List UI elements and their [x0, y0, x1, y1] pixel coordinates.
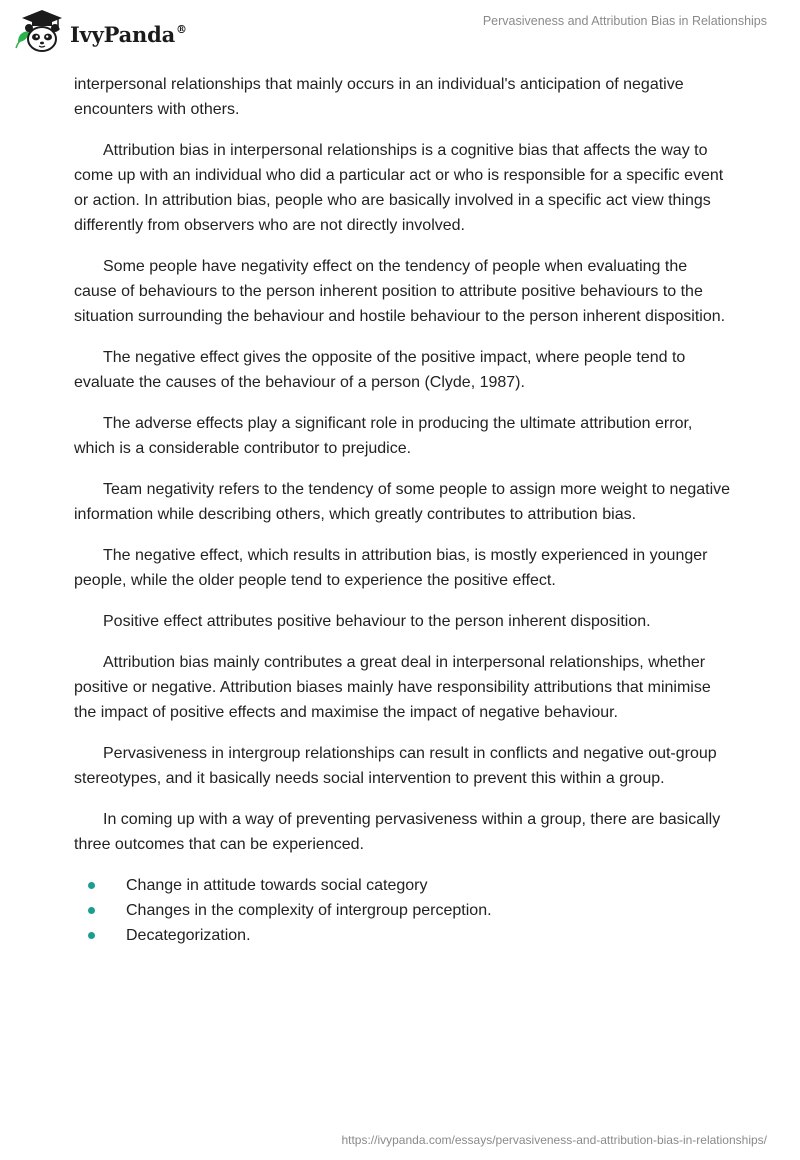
list-item-text: Changes in the complexity of intergroup perception.	[126, 902, 492, 919]
list-item-text: Decategorization.	[126, 927, 251, 944]
page-header	[0, 0, 800, 64]
paragraph: Pervasiveness in intergroup relationships can result in conflicts and negative out-group stereotypes, and it basically needs social intervention to prevent this within a group.	[74, 745, 717, 787]
essay-body	[74, 72, 734, 948]
list-item	[74, 873, 734, 898]
paragraph: Positive effect attributes positive behaviour to the person inherent disposition.	[103, 613, 651, 630]
ivypanda-logo[interactable]	[14, 8, 187, 54]
panda-graduate-icon	[14, 8, 66, 54]
paragraph: The negative effect gives the opposite of the positive impact, where people tend to evaluate the causes of the behaviour of a person (Clyde, 1987).	[74, 349, 686, 391]
bullet-dot-icon	[88, 932, 95, 939]
bullet-dot-icon	[88, 907, 95, 914]
document-title: Pervasiveness and Attribution Bias in Relationships	[482, 14, 767, 28]
paragraph: Some people have negativity effect on the tendency of people when evaluating the cause of behaviours to the person inherent position to attribute positive behaviours to the situation surrounding the behaviour and hostile behaviour to the person inherent disposition.	[74, 258, 726, 325]
outcomes-list	[74, 873, 734, 948]
source-url[interactable]: https://ivypanda.com/essays/pervasiveness-and-attribution-bias-in-relationships/	[341, 1133, 767, 1147]
paragraph: The adverse effects play a significant role in producing the ultimate attribution error, which is a considerable contributor to prejudice.	[74, 415, 693, 457]
paragraph: interpersonal relationships that mainly occurs in an individual's anticipation of negative encounters with others.	[74, 76, 684, 118]
paragraph: The negative effect, which results in attribution bias, is mostly experienced in younger people, while the older people tend to experience the positive effect.	[74, 547, 708, 589]
list-item	[74, 923, 734, 948]
paragraph: In coming up with a way of preventing pervasiveness within a group, there are basically three outcomes that can be experienced.	[74, 811, 721, 853]
bullet-dot-icon	[88, 882, 95, 889]
registered-mark: ®	[176, 22, 187, 36]
list-item	[74, 898, 734, 923]
paragraph: Team negativity refers to the tendency of some people to assign more weight to negative information while describing others, which greatly contributes to attribution bias.	[74, 481, 731, 523]
paragraph: Attribution bias in interpersonal relationships is a cognitive bias that affects the way to come up with an individual who did a particular act or who is responsible for a specific event or action. In attribution bias, people who are basically involved in a specific act view things differently from observers who are not directly involved.	[74, 142, 724, 234]
list-item-text: Change in attitude towards social category	[126, 877, 428, 894]
brand-name: IvyPanda®	[70, 21, 187, 47]
paragraph: Attribution bias mainly contributes a great deal in interpersonal relationships, whether positive or negative. Attribution biases mainly have responsibility attributions that minimise the impact of positive effects and maximise the impact of negative behaviour.	[74, 654, 711, 721]
